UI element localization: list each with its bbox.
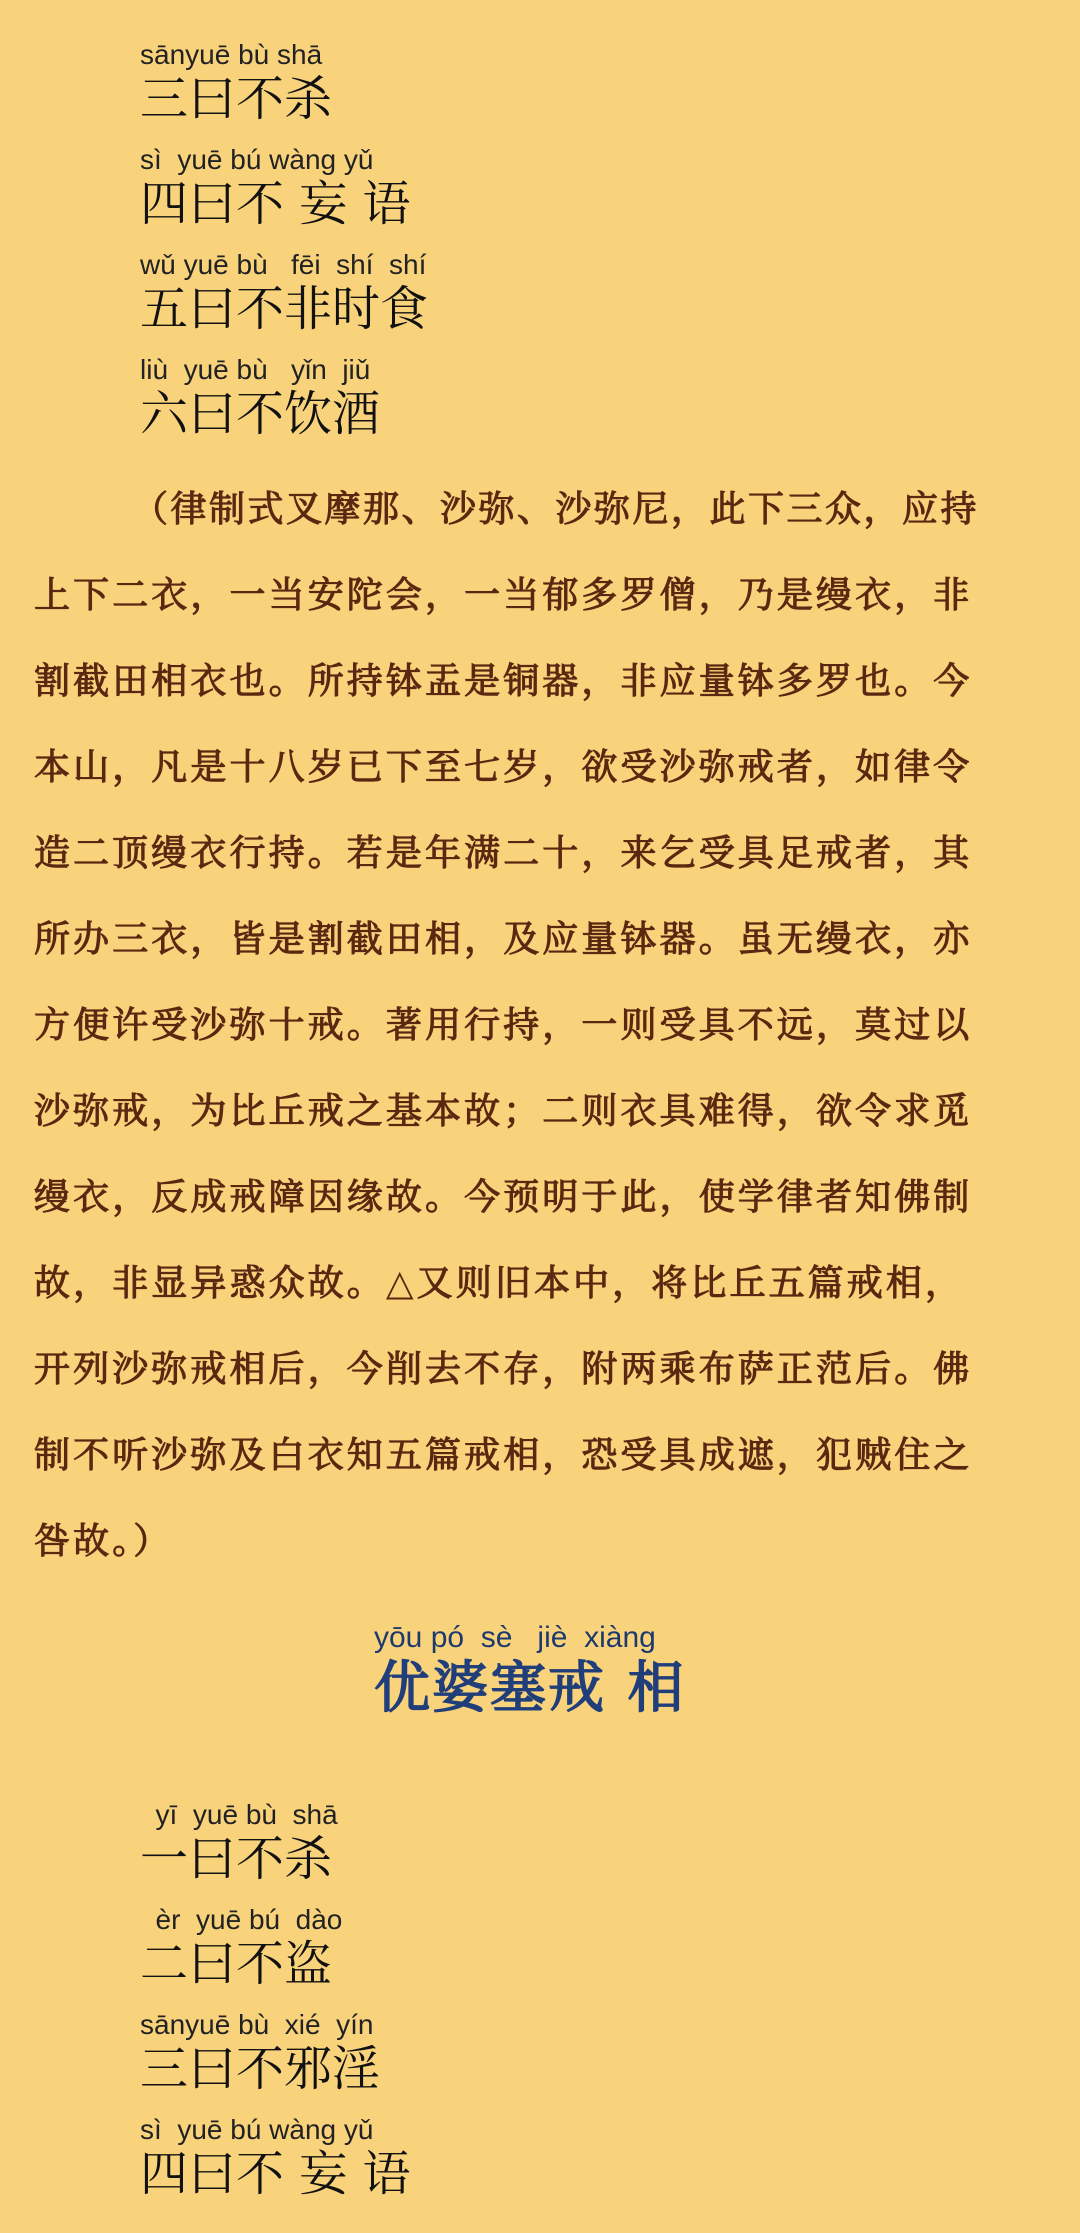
section-heading-title: 优婆塞戒 相: [374, 1656, 686, 1721]
precept-pinyin: sì yuē bú wàng yǔ: [140, 144, 374, 175]
commentary-line: 制不听沙弥及白衣知五篇戒相，恐受具成遮，犯贼住之: [34, 1434, 973, 1476]
precept-pinyin: èr yuē bú dào: [140, 1904, 343, 1935]
commentary-line: 故，非显异惑众故。△又则旧本中，将比丘五篇戒相，: [34, 1262, 965, 1304]
precept-text: 二曰不盗: [140, 1936, 333, 1992]
commentary-line: 缦衣，反成戒障因缘故。今预明于此，使学律者知佛制: [34, 1176, 973, 1218]
precept-text: 六曰不饮酒: [140, 386, 381, 442]
commentary-line: 上下二衣，一当安陀会，一当郁多罗僧，乃是缦衣，非: [34, 574, 973, 616]
precept-pinyin: yī yuē bù shā: [140, 1799, 338, 1830]
precept-text: 一曰不杀: [140, 1831, 333, 1887]
section-heading: [0, 1622, 1080, 1732]
precept-text: 三曰不杀: [140, 71, 333, 127]
precept-pinyin: wǔ yuē bù fēi shí shí: [140, 249, 427, 280]
commentary-line: 所办三衣，皆是割截田相，及应量钵器。虽无缦衣，亦: [34, 918, 973, 960]
commentary-line: 本山，凡是十八岁已下至七岁，欲受沙弥戒者，如律令: [34, 746, 973, 788]
commentary-line: 割截田相衣也。所持钵盂是铜器，非应量钵多罗也。今: [34, 660, 973, 702]
precept-text: 三曰不邪淫: [140, 2041, 381, 2097]
precept-pinyin: sānyuē bù shā: [140, 39, 323, 70]
commentary-line: 造二顶缦衣行持。若是年满二十，来乞受具足戒者，其: [34, 832, 973, 874]
section-heading-pinyin: yōu pó sè jiè xiàng: [374, 1621, 656, 1654]
commentary-line: 开列沙弥戒相后，今削去不存，附两乘布萨正范后。佛: [34, 1348, 973, 1390]
precept-text: 五曰不非时食: [140, 281, 429, 337]
precept-text: 四曰不 妄 语: [140, 176, 411, 232]
commentary-paragraph: [34, 466, 1054, 1584]
commentary-line: 沙弥戒，为比丘戒之基本故；二则衣具难得，欲令求觅: [34, 1090, 973, 1132]
commentary-line: 咎故。）: [34, 1520, 173, 1562]
precept-pinyin: sì yuē bú wàng yǔ: [140, 2114, 374, 2145]
precept-text: 四曰不 妄 语: [140, 2146, 411, 2202]
precept-pinyin: sānyuē bù xié yín: [140, 2009, 374, 2040]
precept-pinyin: liù yuē bù yǐn jiǔ: [140, 354, 371, 385]
commentary-line: （律制式叉摩那、沙弥、沙弥尼，此下三众，应持: [132, 488, 980, 530]
commentary-line: 方便许受沙弥十戒。著用行持，一则受具不远，莫过以: [34, 1004, 973, 1046]
